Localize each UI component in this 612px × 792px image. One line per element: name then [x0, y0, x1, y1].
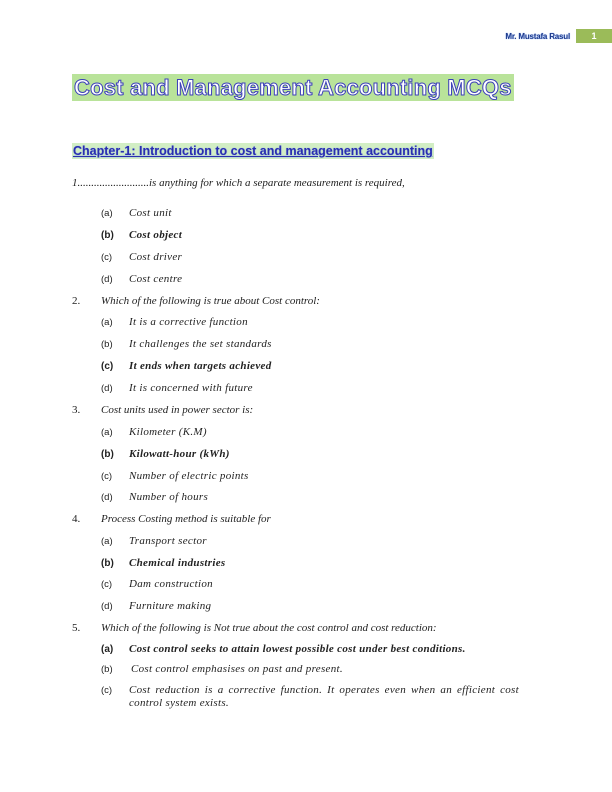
- option-letter: (b): [101, 339, 113, 350]
- option-letter: (c): [101, 685, 113, 696]
- page-header: [505, 29, 612, 43]
- option-text: It ends when targets achieved: [129, 360, 272, 372]
- option-text: Cost driver: [129, 251, 183, 263]
- question-text: ..........................is anything for which a separate measurement is required,: [77, 177, 405, 189]
- option-letter: (d): [101, 601, 113, 612]
- option-text: Cost object: [129, 229, 183, 241]
- option-text: Cost control emphasises on past and present.: [131, 663, 343, 675]
- option-letter: (a): [101, 644, 114, 655]
- option-text: Transport sector: [129, 535, 207, 547]
- option-text: Cost control seeks to attain lowest possible cost under best conditions.: [129, 643, 466, 655]
- option-letter: (b): [101, 449, 114, 460]
- option-text: Kilometer (K.M): [129, 426, 207, 438]
- option-letter: (a): [101, 536, 113, 547]
- question-number: 2.: [72, 295, 81, 307]
- option-letter: (c): [101, 579, 113, 590]
- chapter-heading: Chapter-1: Introduction to cost and management accounting: [73, 144, 433, 158]
- question-number: 4.: [72, 513, 81, 525]
- document-title: Cost and Management Accounting MCQs: [74, 75, 512, 100]
- option-text: It challenges the set standards: [129, 338, 272, 350]
- question-number: 5.: [72, 622, 81, 634]
- question-text: Process Costing method is suitable for: [101, 513, 271, 525]
- question-number: 3.: [72, 404, 81, 416]
- question-text: Cost units used in power sector is:: [101, 404, 254, 416]
- option-letter: (a): [101, 427, 113, 438]
- option-text: Cost centre: [129, 273, 183, 285]
- page-number: 1: [576, 29, 612, 43]
- option-text: Cost reduction is a corrective function. It operates even when an efficient cost control system exists.: [129, 684, 519, 709]
- option-letter: (b): [101, 664, 113, 675]
- option-text: Kilowatt-hour (kWh): [129, 448, 230, 460]
- option-letter: (a): [101, 317, 113, 328]
- question-1: [72, 177, 405, 190]
- option-text: Chemical industries: [129, 557, 226, 569]
- question-text: Which of the following is Not true about the cost control and cost reduction:: [101, 622, 437, 634]
- option-text: Number of hours: [129, 491, 209, 503]
- option-letter: (c): [101, 361, 114, 372]
- option-letter: (b): [101, 558, 114, 569]
- option-letter: (d): [101, 274, 113, 285]
- option-letter: (c): [101, 471, 113, 482]
- option-text: It is a corrective function: [129, 316, 248, 328]
- question-number: 1: [72, 177, 78, 189]
- option-text: Furniture making: [129, 600, 212, 612]
- option-text: Number of electric points: [129, 470, 249, 482]
- option-text: Cost unit: [129, 207, 172, 219]
- option-letter: (a): [101, 208, 113, 219]
- option-letter: (c): [101, 252, 113, 263]
- option-letter: (b): [101, 230, 114, 241]
- header-author: Mr. Mustafa Rasul: [505, 31, 570, 41]
- option-letter: (d): [101, 383, 113, 394]
- question-text: Which of the following is true about Cost control:: [101, 295, 320, 307]
- option-text: Dam construction: [129, 578, 213, 590]
- option-text: It is concerned with future: [129, 382, 253, 394]
- option-letter: (d): [101, 492, 113, 503]
